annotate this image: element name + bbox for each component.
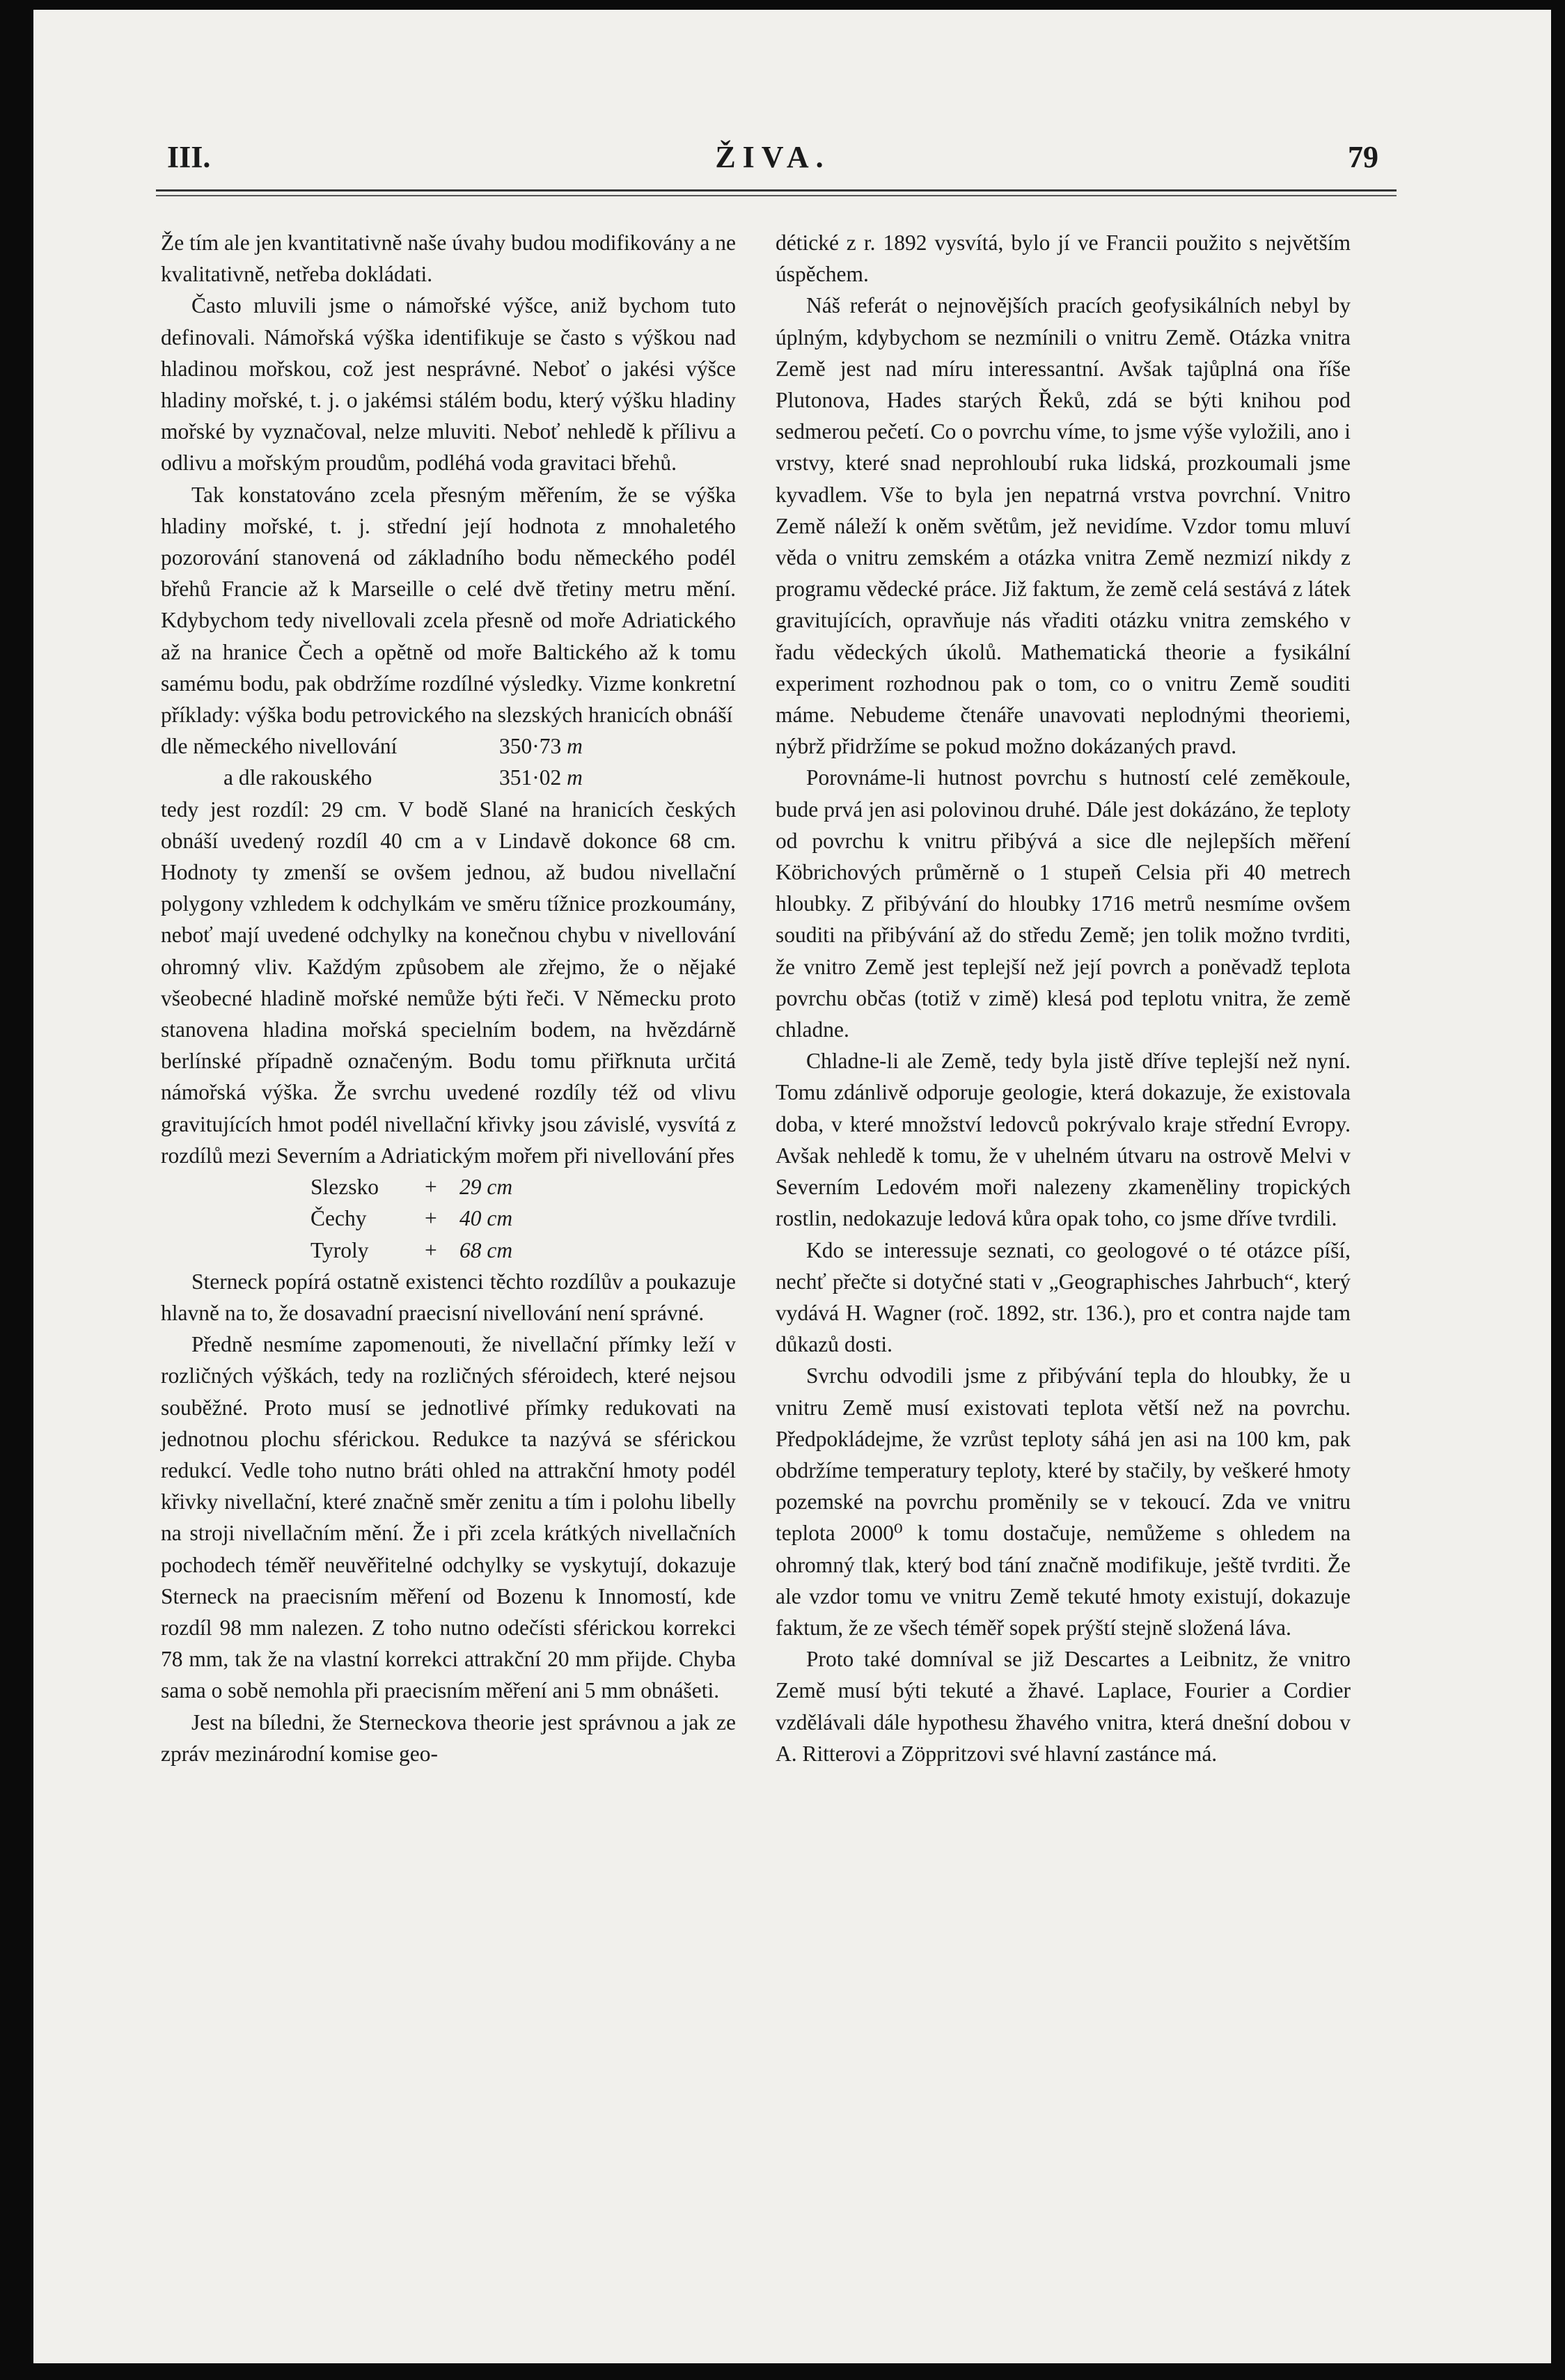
paragraph: Proto také domníval se již Descartes a Leibnitz, že vnitro Země musí býti tekuté a žhavé. Laplace, Fourier a Cordier vzdělávali dále hypothesu žhavého vnitra, která dnešní dobou v A. Ritterovi a Zöppritzovi své hlavní zastánce má. — [776, 1647, 1351, 1766]
measurement-label: a dle rakouského — [223, 765, 372, 790]
measurement-value: 350·73 m — [499, 734, 583, 759]
volume-number: III. — [167, 140, 211, 174]
paragraph: Porovnáme-li hutnost povrchu s hutností celé zeměkoule, bude prvá jen asi polovinou druhé. Dále jest dokázáno, že teploty od povrchu k vnitru přibývá a sice dle nejlepších měření Köbrichových průměrně o 1 stupeň Celsia při 40 metrech hloubky. Z přibývání do hloubky 1716 metrů nesmíme ovšem souditi na přibývání až do středu Země; jen tolik možno tvrditi, že vnitro Země jest teplejší než její povrch a poněvadž teplota povrchu občas (totiž v zimě) klesá pod teplotu vnitra, že země chladne. — [776, 765, 1351, 1042]
region-name: Tyroly — [310, 1237, 369, 1262]
journal-title: ŽIVA. — [715, 140, 831, 174]
left-column — [161, 227, 736, 1769]
page-number: 79 — [1348, 140, 1378, 174]
difference-value: 68 cm — [459, 1237, 513, 1262]
measurement-value: 351·02 m — [499, 765, 583, 790]
header-rule — [156, 189, 1397, 191]
page — [33, 10, 1551, 2363]
table-row — [310, 1171, 512, 1203]
paragraph: Sterneck popírá ostatně existenci těchto rozdílův a poukazuje hlavně na to, že dosavadní praecisní nivellování není správné. — [161, 1269, 736, 1325]
differences-table — [310, 1171, 512, 1266]
paragraph: Že tím ale jen kvantitativně naše úvahy budou modifikovány a ne kvalitativně, netřeba dokládati. — [161, 230, 736, 287]
header-rule-secondary — [156, 195, 1397, 196]
paragraph: Často mluvili jsme o námořské výšce, aniž bychom tuto definovali. Námořská výška identifikuje se často s výškou nad hladinou mořskou, což jest nesprávné. Neboť o jakési výšce hladiny mořské, t. j. o jakémsi stálém bodu, který výšku hladiny mořské by vyznačoval, nelze mluviti. Neboť nehledě k přílivu a odlivu a mořským proudům, podléhá voda gravitaci břehů. — [161, 293, 736, 476]
paragraph: Chladne-li ale Země, tedy byla jistě dříve teplejší než nyní. Tomu zdánlivě odporuje geologie, která dokazuje, že existovala doba, v které množství ledovců pokrývalo kraje střední Evropy. Avšak nehledě k tomu, že v uhelném útvaru na ostrově Melvi v Severním Ledovém moři nalezeny zkameněliny tropických rostlin, nedokazuje ledová kůra opak toho, co jsme dříve tvrdili. — [776, 1049, 1351, 1231]
measurement-line-german — [161, 730, 736, 762]
page-header — [167, 139, 1378, 181]
sign: + — [425, 1237, 437, 1262]
paragraph: tedy jest rozdíl: 29 cm. V bodě Slané na hranicích českých obnáší uvedený rozdíl 40 cm a v Lindavě dokonce 68 cm. Hodnoty ty zmenší se ovšem jednou, až budou nivellační polygony vzhledem k odchylkám ve směru tížnice prozkoumány, neboť mají uvedené odchylky na konečnou chybu v nivellování ohromný vliv. Každým způsobem ale zřejmo, že o nějaké všeobecné hladině mořské nemůže býti řeči. V Německu proto stanovena hladina mořská specielním bodem, na hvězdárně berlínské případně označeným. Bodu tomu přiřknuta určitá námořská výška. Že svrchu uvedené rozdíly též od vlivu gravitujících hmot podél nivellační křivky jsou závislé, vysvítá z rozdílů mezi Severním a Adriatickým mořem při nivellování přes — [161, 797, 736, 1168]
region-name: Slezsko — [310, 1175, 379, 1200]
paragraph: Předně nesmíme zapomenouti, že nivellační přímky leží v rozličných výškách, tedy na rozličných sféroidech, které nejsou souběžné. Proto musí se jednotlivé přímky redukovati na jednotnou plochu sférickou. Redukce ta nazývá se sférickou redukcí. Vedle toho nutno bráti ohled na attrakční hmoty podél křivky nivellační, které značně směr zenitu a tím i polohu libelly na stroji nivellačním mění. Že i při zcela krátkých nivellačních pochodech téměř neuvěřitelné odchylky se vyskytují, dokazuje Sterneck na praecisním měření od Bozenu k Innomostí, kde rozdíl 98 mm nalezen. Z toho nutno odečísti sférickou korrekci 78 mm, tak že na vlastní korrekci attrakční 20 mm přijde. Chyba sama o sobě nemohla při praecisním měření ani 5 mm obnášeti. — [161, 1332, 736, 1703]
region-name: Čechy — [310, 1206, 367, 1231]
difference-value: 40 cm — [459, 1206, 513, 1231]
table-row — [310, 1203, 512, 1234]
paragraph: Tak konstatováno zcela přesným měřením, že se výška hladiny mořské, t. j. střední její hodnota z mnohaletého pozorování stanovená od základního bodu německého podél břehů Francie až k Marseille o celé dvě třetiny metru mění. Kdybychom tedy nivellovali zcela přesně od moře Adriatického až na hranice Čech a opětně od moře Baltického až k tomu samému bodu, pak obdržíme rozdílné výsledky. Vizme konkretní příklady: výška bodu petrovického na slezských hranicích obnáší — [161, 482, 736, 728]
table-row — [310, 1235, 512, 1266]
paragraph: détické z r. 1892 vysvítá, bylo jí ve Francii použito s největším úspěchem. — [776, 230, 1351, 287]
sign: + — [425, 1206, 437, 1231]
paragraph: Jest na bíledni, že Sterneckova theorie jest správnou a jak ze zpráv mezinárodní komise geo- — [161, 1709, 736, 1766]
difference-value: 29 cm — [459, 1175, 513, 1200]
measurement-line-austrian — [161, 762, 736, 793]
paragraph: Kdo se interessuje seznati, co geologové o té otázce píší, nechť přečte si dotyčné stati v „Geographisches Jahrbuch“, který vydává H. Wagner (roč. 1892, str. 136.), pro et contra najde tam důkazů dosti. — [776, 1237, 1351, 1357]
right-column — [776, 227, 1351, 1769]
measurement-label: dle německého nivellování — [161, 734, 398, 759]
paragraph: Náš referát o nejnovějších pracích geofysikálních nebyl by úplným, kdybychom se nezmínili o vnitru Země. Otázka vnitra Země jest nad míru interessantní. Avšak tajůplná ona říše Plutonova, Hades starých Řeků, zdá se býti knihou pod sedmerou pečetí. Co o povrchu víme, to jsme výše vyložili, ano i vrstvy, které snad neprohloubí ruka lidská, prozkoumali jsme kyvadlem. Vše to byla jen nepatrná vrstva povrchní. Vnitro Země náleží k oněm světům, jež nevidíme. Vzdor tomu mluví věda o vnitru zemském a otázka vnitra Země nezmizí nikdy z programu vědecké práce. Již faktum, že země celá sestává z látek gravitujících, opravňuje nás vřaditi otázku vnitra zemského v řadu vědeckých úkolů. Mathematická theorie a fysikální experiment rozhodnou pak o tom, co o vnitru Země souditi máme. Nebudeme čtenáře unavovati neplodnými theoriemi, nýbrž přidržíme se pokud možno dokázaných pravd. — [776, 293, 1351, 759]
paragraph: Svrchu odvodili jsme z přibývání tepla do hloubky, že u vnitru Země musí existovati teplota větší než na povrchu. Předpokládejme, že vzrůst teploty sáhá jen asi na 100 km, pak obdržíme temperatury teploty, které by stačily, by veškeré hmoty pozemské na povrchu proměnily se v tekoucí. Zda ve vnitru teplota 2000⁰ k tomu dostačuje, nemůžeme s ohledem na ohromný tlak, který bod tání značně modifikuje, ještě tvrditi. Že ale vzdor tomu ve vnitru Země tekuté hmoty existují, dokazuje faktum, že ze všech téměř sopek prýští stejně složená láva. — [776, 1363, 1351, 1640]
sign: + — [425, 1175, 437, 1200]
